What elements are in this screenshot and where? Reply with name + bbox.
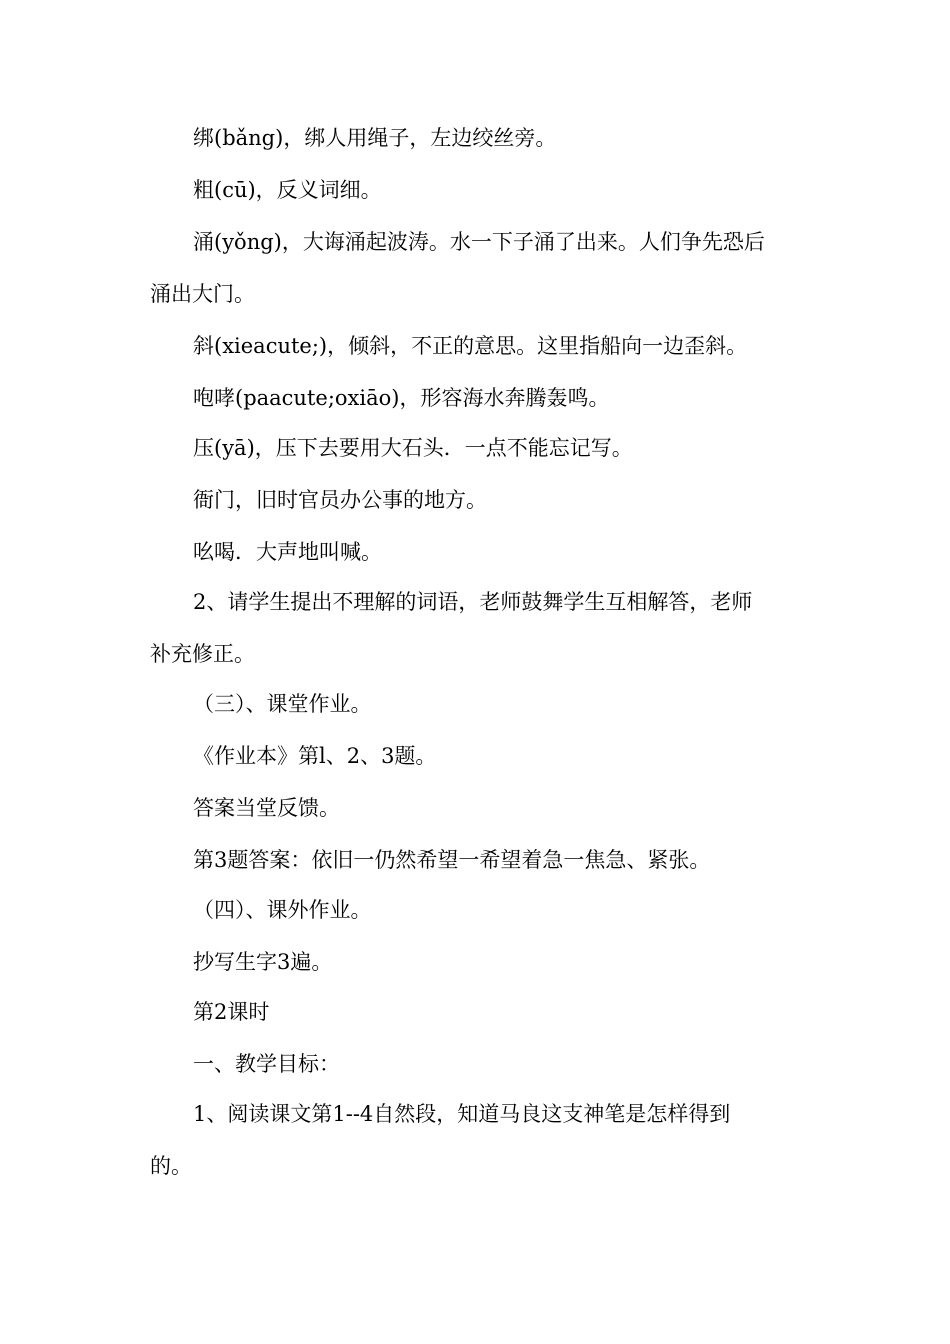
- step-2-continued: 补充修正。: [150, 642, 255, 666]
- section-homework-heading: （四）、课外作业。: [193, 898, 372, 922]
- classwork-feedback: 答案当堂反馈。: [193, 796, 340, 820]
- section-classwork-heading: （三）、课堂作业。: [193, 692, 372, 716]
- homework-assignment: 抄写生字3遍。: [193, 950, 333, 974]
- vocab-yong: 涌(yǒng)，大诲涌起波涛。水一下子涌了出来。人们争先恐后: [193, 230, 765, 254]
- goal-1-paragraph: 1、阅读课文第1--4自然段，知道马良这支神笔是怎样得到: [193, 1102, 731, 1126]
- vocab-bang: 绑(bǎng)，绑人用绳子，左边绞丝旁。: [193, 126, 557, 150]
- step-2-paragraph: 2、请学生提出不理解的词语，老师鼓舞学生互相解答，老师: [193, 590, 753, 614]
- teaching-goals-heading: 一、教学目标：: [193, 1052, 340, 1076]
- vocab-yamen: 衙门，旧时官员办公事的地方。: [193, 488, 487, 512]
- vocab-yong-continued: 涌出大门。: [150, 282, 255, 306]
- question-3-answer: 第3题答案：依旧一仍然希望一希望着急一焦急、紧张。: [193, 848, 711, 872]
- vocab-paoxiao: 咆哮(paacute;oxiāo)，形容海水奔腾轰鸣。: [193, 386, 610, 410]
- vocab-ya: 压(yā)，压下去要用大石头．一点不能忘记写。: [193, 436, 633, 460]
- classwork-assignment: 《作业本》第l、2、3题。: [193, 744, 437, 768]
- vocab-xie: 斜(xieacute;)，倾斜，不正的意思。这里指船向一边歪斜。: [193, 334, 748, 358]
- goal-1-continued: 的。: [150, 1154, 192, 1178]
- lesson-2-heading: 第2课时: [193, 1000, 270, 1024]
- vocab-cu: 粗(cū)，反义词细。: [193, 178, 382, 202]
- vocab-yaohe: 吆喝．大声地叫喊。: [193, 540, 382, 564]
